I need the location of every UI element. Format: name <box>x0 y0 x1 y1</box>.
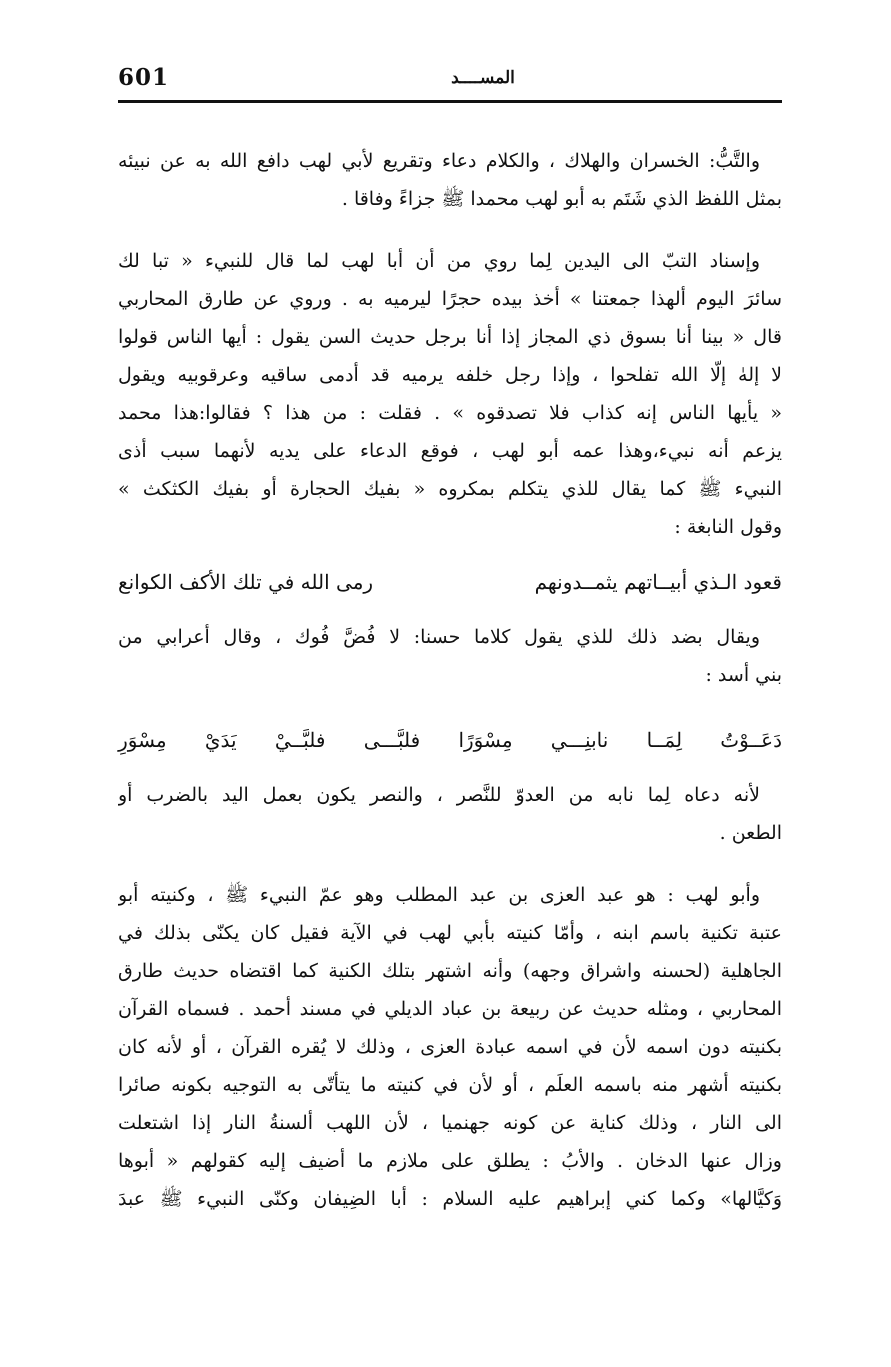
text-line: المحاربي ، ومثله حديث عن ربيعة بن عباد الديلي في مسند أحمد . فسماه القرآن <box>118 998 782 1020</box>
verse-line <box>118 560 782 604</box>
text-line: والتَّبُّ: الخسران والهلاك ، والكلام دعاء وتقريع لأبي لهب دافع الله به عن نبيئه <box>118 150 760 172</box>
page <box>118 58 782 1210</box>
text-line: لا إلهٰ إلّا الله تفلحوا ، وإذا رجل خلفه يرميه قد أدمى ساقيه وعرقوبيه ويقول <box>118 364 782 386</box>
verse-word: مِسْوَرِ <box>118 728 167 752</box>
text-line: « يأيها الناس إنه كذاب فلا تصدقوه » . فقلت : من هذا ؟ فقالوا:هذا محمد <box>118 402 782 424</box>
verse-word: فلبَّــيْ <box>274 728 326 752</box>
paragraph <box>118 776 782 852</box>
text-line: يزعم أنه نبيء،وهذا عمه أبو لهب ، فوقع الدعاء على يديه لأنهما سبب أذى <box>118 440 782 462</box>
verse-word: مِسْوَرًا <box>458 728 513 752</box>
paragraph <box>118 242 782 546</box>
text-line: قال « بينا أنا بسوق ذي المجاز إذا أنا برجل حديث السن يقول : أيها الناس قولوا <box>118 326 782 348</box>
header-rule <box>118 100 782 103</box>
text-line: بمثل اللفظ الذي شَتَم به أبو لهب محمدا ﷺ جزاءً وفاقا . <box>341 188 782 210</box>
verse-word: نابنِـــي <box>550 728 609 752</box>
text-line: وقول النابغة : <box>674 516 782 538</box>
page-body <box>118 142 782 1218</box>
text-line: بكنيته دون اسمه لأن في اسمه عبادة العزى ، وذلك لا يُقره القرآن ، أو لأنه كان <box>118 1036 782 1058</box>
text-line: سائرَ اليوم ألهذا جمعتنا » أخذ بيده حجرًا ليرميه به . وروي عن طارق المحاربي <box>118 288 782 310</box>
verse-word: يَدَيْ <box>204 728 237 752</box>
text-line: وإسناد التبّ الى اليدين لِما روي من أن أبا لهب لما قال للنبيء « تبا لك <box>118 250 760 272</box>
text-line: لأنه دعاه لِما نابه من العدوّ للنَّصر ، والنصر يكون بعمل اليد بالضرب أو <box>118 784 760 806</box>
paragraph <box>118 618 782 694</box>
paragraph <box>118 142 782 218</box>
paragraph <box>118 876 782 1218</box>
text-line: النبيء ﷺ كما يقال للذي يتكلم بمكروه « بفيك الحجارة أو بفيك الكثكث » <box>118 478 782 500</box>
running-title: المســــد <box>451 68 515 88</box>
text-line: الجاهلية (لحسنه واشراق وجهه) وأنه اشتهر بتلك الكنية كما اقتضاه حديث طارق <box>118 960 782 982</box>
page-header <box>118 58 782 98</box>
verse-word: لِمَــا <box>646 728 683 752</box>
text-line: بكنيته أشهر منه باسمه العلَم ، أو لأن في كنيته ما يتأتّى به التوجيه بكونه صائرا <box>118 1074 782 1096</box>
verse-hemistich: رمى الله في تلك الأكف الكوانع <box>118 570 374 594</box>
verse-word: دَعَــوْتُ <box>720 728 782 752</box>
text-line: بني أسد : <box>705 664 782 686</box>
verse-word: فلبَّـــى <box>363 728 421 752</box>
verse-hemistich: قعود الـذي أبيــاتهم يثمــدونهم <box>534 570 782 594</box>
text-line: وأبو لهب : هو عبد العزى بن عبد المطلب وهو عمّ النبيء ﷺ ، وكنيته أبو <box>118 884 760 906</box>
text-line: الى النار ، وذلك كناية عن كونه جهنميا ، لأن اللهب ألسنةُ النار إذا اشتعلت <box>118 1112 782 1134</box>
text-line: وزال عنها الدخان . والأبُ : يطلق على ملازم ما أضيف إليه كقولهم « أبوها <box>118 1150 782 1172</box>
text-line: ويقال بضد ذلك للذي يقول كلاما حسنا: لا فُضَّ فُوك ، وقال أعرابي من <box>118 626 760 648</box>
verse-line <box>118 718 782 762</box>
text-line: عتبة تكنية باسم ابنه ، وأمّا كنيته بأبي لهب في الآية فقيل كان يكنّى بذلك في <box>118 922 782 944</box>
text-line: الطعن . <box>719 822 782 844</box>
page-number: 601 <box>118 64 170 91</box>
text-line: وَكيَّالها» وكما كني إبراهيم عليه السلام : أبا الضِيفان وكنّى النبيء ﷺ عبدَ <box>118 1188 782 1210</box>
